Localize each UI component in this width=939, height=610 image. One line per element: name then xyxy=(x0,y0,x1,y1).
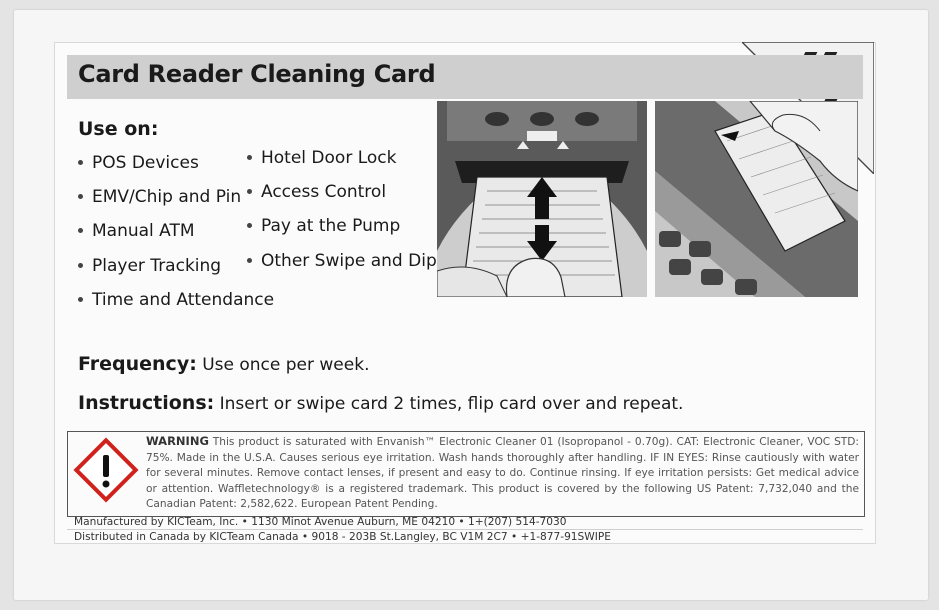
ghs-exclamation-icon xyxy=(73,437,139,503)
bullet-icon xyxy=(78,263,83,268)
warning-heading: WARNING xyxy=(146,434,209,448)
list-item: EMV/Chip and Pin xyxy=(78,180,274,214)
distributor-line: Distributed in Canada by KICTeam Canada • 9018 - 203B St.Langley, BC V1M 2C7 • +1-877-91SWIPE xyxy=(74,531,611,543)
frequency-line xyxy=(78,353,369,375)
footer-divider xyxy=(67,529,863,530)
warning-text xyxy=(146,434,859,513)
bullet-icon xyxy=(247,223,252,228)
bullet-icon xyxy=(78,160,83,165)
instructions-text: Insert or swipe card 2 times, flip card over and repeat. xyxy=(214,394,684,414)
list-item: Player Tracking xyxy=(78,249,274,283)
bullet-icon xyxy=(78,194,83,199)
use-on-heading: Use on: xyxy=(78,118,159,140)
use-on-list-left xyxy=(78,146,274,317)
list-item: Time and Attendance xyxy=(78,283,274,317)
bullet-icon xyxy=(78,297,83,302)
warning-body: This product is saturated with Envanish™ Electronic Cleaner 01 (Isopropanol - 0.70g). CAT: Electronic Cleaner, VOC STD: 75%. Made in the U.S.A. Causes serious eye irritation. Wash hands thoroughly after handling. IF IN EYES: Rinse cautiously with water for several minutes. Remove contact lenses, if present and easy to do. Continue rinsing. If eye irritation persists: Get medical advice or attention. Waffletechnology® is a registered trademark. This product is covered by the following US Patent: 7,732,040 and the Canadian Patent: 2,582,622. European Patent Pending. xyxy=(146,436,859,511)
instructions-line xyxy=(78,392,683,414)
card-title: Card Reader Cleaning Card xyxy=(78,60,436,88)
list-item: Manual ATM xyxy=(78,214,274,248)
bullet-icon xyxy=(247,155,252,160)
bullet-icon xyxy=(78,228,83,233)
list-item: Hotel Door Lock xyxy=(247,141,437,175)
bullet-icon xyxy=(247,189,252,194)
frequency-text: Use once per week. xyxy=(196,355,370,375)
instructions-label: Instructions: xyxy=(78,392,215,414)
bullet-icon xyxy=(247,258,252,263)
list-item: Other Swipe and Dip xyxy=(247,244,437,278)
list-item: POS Devices xyxy=(78,146,274,180)
card-insert-illustration xyxy=(437,101,647,297)
card-swipe-illustration xyxy=(655,101,858,297)
frequency-label: Frequency: xyxy=(78,353,197,375)
manufacturer-line: Manufactured by KICTeam, Inc. • 1130 Minot Avenue Auburn, ME 04210 • 1+(207) 514-7030 xyxy=(74,516,567,528)
use-on-list-right xyxy=(247,141,437,278)
list-item: Pay at the Pump xyxy=(247,209,437,243)
list-item: Access Control xyxy=(247,175,437,209)
